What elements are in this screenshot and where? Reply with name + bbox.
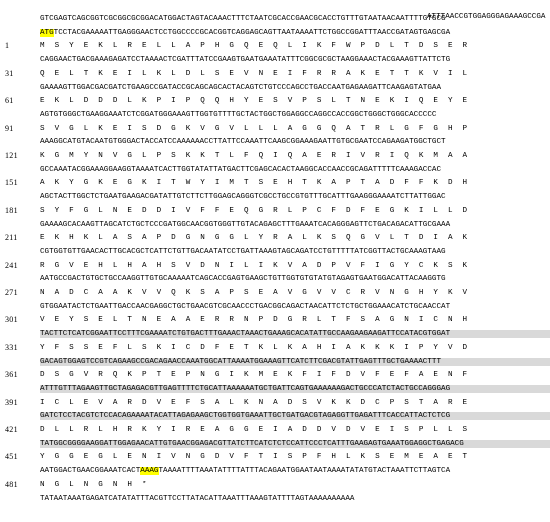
residue-number: 451 (5, 452, 18, 462)
nucleotide-sequence: GTGGAATACTCTGAATTGACCAACGAGGCTGCTGAACGTCGCAACCCTGACGGCAGACTAACATTCTCTGCTGGAAACATCTGCAACCAT (40, 302, 451, 311)
residue-number: 91 (5, 123, 14, 133)
amino-acid-sequence: E K L D D D L K P I P Q Q H Y E S V P S L T N E K I Q E Y E (40, 97, 468, 106)
nucleotide-sequence: TATAATAAATGAGATCATATATTTACGTTCCTTATACATTAAATTTAAAGTATTTTAGTAAAAAAAAAA (40, 494, 355, 503)
nucleotide-sequence: AGCTACTTGGCTCTGAATGAAGACGATATTGTCTTCTTGGAGCAGGGTCGCCTGCCGTGTTTGCATTTGAAGGGAAAATCTTATTGGAC (40, 193, 446, 202)
sequence-header-text: ATTTAACCGTGGAGGGAGAAAGCCGA (427, 13, 546, 21)
amino-acid-sequence: D L L R L H R K Y I R E A G G E I A D D V D V E I S P L L S (40, 426, 468, 434)
residue-number: 331 (5, 342, 18, 352)
amino-acid-sequence: N A D C A A K V V Q K S A P S E A V G V V C R V N G H Y K V (40, 289, 468, 297)
nucleotide-sequence: GATCTCCTACGTCTCCACAGAAAATACATTAGAGAAGCTGGTGGTGAAATTGCTGATGACGTAGAGGTTGAGATTTCACCATTACTCTCG (40, 412, 550, 420)
nucleotide-sequence: CGTGGTGTTGAACACTTGCACGCTCATTCTGTTGACAATATCCTGATTAAAGTAGCAGATCCTGTTTTTATCGGTTACTGCAAAGTAAG (40, 247, 446, 256)
residue-number: 421 (5, 425, 18, 434)
nucleotide-sequence: CAGGAACTGACGAAAGAGATCCTAAAACTCGATTTATCCGAAGTGAATGAAATATTTCGGCGCGCTAAGGAAACTACGAAAGTTATTCTG (40, 56, 451, 65)
amino-acid-sequence: I C L E V A R D V E F S A L K N A D S V K K D C P S T A R E (40, 398, 468, 407)
nucleotide-sequence: ATGTCCTACGAAAAATTGAGGGAACTCCTGGCCCCGCACGGTCAGGAGCAGTTAATAAAATTCTGGCCGGATTTAACCGATAGTGAGCGA (40, 28, 451, 37)
amino-acid-sequence: E K H K L A S A P D G N G G L Y R A L K S Q G V L T D I A K (40, 234, 468, 243)
amino-acid-sequence: Y G G E G L E N I V N G D V F T I S P F H L K S E M E A E T (40, 453, 468, 462)
residue-number: 241 (5, 260, 18, 270)
nucleotide-sequence: AAAGGCATGTACAATGTGGGACTACCATCCAAAAAACCTTATTCCAAATTCAAGCGGAAAGAATTGTGCGAATCCAGAAGATGGCTGCT (40, 138, 446, 147)
nucleotide-sequence: GACAGTGGAGTCCGTCAGAAGCCGACAGAACCAAATGGCATTAAAATGGAAAGTTCATCTTCGACGTATTGAGTTTGCTGAAAACTTT (40, 358, 550, 366)
nucleotide-sequence: AATGGACTGAACGGAAATCACTAAAGTAAAATTTTAAATATTTTATTTACAGAATGGAATAATAAAATATATGTACTAAATTCTTAGTCA (40, 467, 451, 476)
residue-number: 31 (5, 68, 14, 78)
residue-number: 61 (5, 96, 14, 106)
residue-number: 361 (5, 370, 18, 380)
amino-acid-sequence: K G M Y N V G L P S K K T L F Q I Q A E R I V R I Q K M A A (40, 152, 468, 160)
amino-acid-sequence: D S G V R Q K P T E P N G I K M E K F I F D V F E F A E N F (40, 371, 468, 380)
nucleotide-sequence: TATGGCGGGGAAGGATTGGAGAACATTGTGAACGGAGACGTTATCTTCATCTCTCCATTCCCTCATTTGAAGAGTGAAATGGAGGCTGAGACG (40, 440, 550, 448)
amino-acid-sequence: S V G L K E I S D G K V G V L L L A G G Q A T R L G F G H P (40, 124, 468, 133)
residue-number: 1 (5, 41, 10, 51)
residue-number: 211 (5, 233, 18, 243)
residue-number: 181 (5, 205, 18, 215)
amino-acid-sequence: N G L N G N H * (40, 480, 147, 489)
residue-number: 391 (5, 397, 18, 407)
residue-number: 151 (5, 178, 18, 188)
nucleotide-sequence: GTCGAGTCAGCGGTCGCGGCGCGGACATGGACTAGTACAAACTTTCTAATCGCACCGAACGCACCTGTTTGTAATAACAATTTTGTGCG (40, 15, 446, 23)
amino-acid-sequence: S Y F G L N E D D I V F F E Q G R L P C F D F E G K I L L D (40, 206, 468, 215)
nucleotide-sequence: AATGCCGACTGTGCTGCCAAGGTTGTGCAAAAATCAGCACCGAGTGAAGCTGTTGGTGTGTATGTAGAGTGAATGGACATTACAAGGTG (40, 275, 446, 284)
nucleotide-sequence: AGTGTGGGCTGAAGGAAATCTCGGATGGGAAAGTTGGTGTTTTGCTACTGGCTGGAGGCCAGGCCACCGGCTGGGCTGGGCACCCCC (40, 110, 437, 119)
nucleotide-sequence: GAAAAGCACAAGTTAGCATCTGCTCCCGATGGCAACGGTGGGTTGTACAGAGCTTTGAAATCACAGGGAGTTCTGACAGACATTGCGAAA (40, 220, 451, 229)
amino-acid-sequence: M S Y E K L R E L L A P H G Q E Q L I K F W P D L T D S E R (40, 42, 468, 51)
amino-acid-sequence: V E Y S E L T N E A A E R R N P D G R L T F S A G N I C N H (40, 316, 468, 325)
amino-acid-sequence: A K Y G K E G K I T W Y I M T S E H T K A P T A D F F K D H (40, 179, 468, 188)
nucleotide-sequence: TACTTCTCATCGGAATTCCTTTCGAAAATCTGTGACTTTGAAACTAAACTGAAAGCACATATTGCCAAGAAGAAGATTCCATACGTGGAT (40, 330, 550, 338)
residue-number: 121 (5, 151, 18, 160)
nucleotide-sequence: GCCAAATACGGAAAGGAAGGTAAAATCACTTGGTATATTATGACTTCGAGCACACTAAGGCACCAACCGCAGATTTTTCAAAGACCAC (40, 165, 442, 174)
amino-acid-sequence: Y F S S E F L S K I C D F E T K L K A H I A K K K I P Y V D (40, 343, 468, 352)
residue-number: 301 (5, 315, 18, 325)
amino-acid-sequence: Q E L T K E I L K L D L S E V N E I F R R A K E T T K V I L (40, 69, 468, 78)
amino-acid-sequence: R G V E H L H A H S V D N I L I K V A D P V F I G Y C K S K (40, 261, 468, 270)
nucleotide-sequence: ATTTGTTTAGAAGTTGCTAGAGACGTTGAGTTTTCTGCATTAAAAAATGCTGATTCAGTGAAAAAAGACTGCCCATCTACTGCCAGGGAG (40, 385, 550, 393)
residue-number: 271 (5, 288, 18, 297)
nucleotide-sequence: GAAAAGTTGGACGACGATCTGAAGCCGATACCGCAGCAGCACTACAGTCTGTCCCAGCCTGACCAATGAGAAGATTCAAGAGTATGAA (40, 83, 442, 92)
residue-number: 481 (5, 479, 18, 489)
